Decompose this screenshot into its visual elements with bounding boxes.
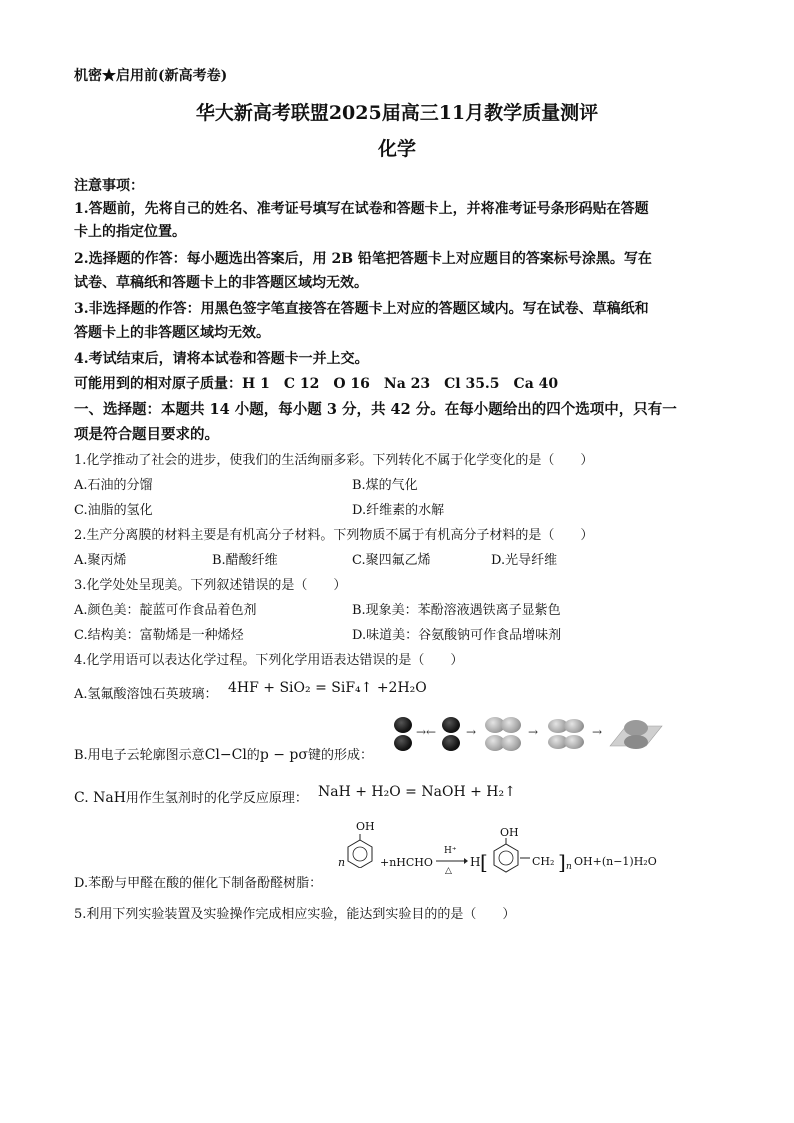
q2-stem: 2.生产分离膜的材料主要是有机高分子材料。下列物质不属于有机高分子材料的是（ ） xyxy=(74,528,594,543)
q4-option-b-label: B.用电子云轮廓图示意 xyxy=(74,748,205,763)
n-coefficient: n xyxy=(338,856,346,869)
note-4: 4.考试结束后，请将本试卷和答题卡一并上交。 xyxy=(74,351,369,367)
subject-title: 化学 xyxy=(377,138,416,160)
q2-option-c: C.聚四氟乙烯 xyxy=(352,553,431,568)
heat-symbol: △ xyxy=(445,866,452,876)
oh-right-label: OH xyxy=(500,826,519,839)
cl-cl-formula: Cl−Cl xyxy=(204,747,247,763)
orbital-overlap-figure xyxy=(388,716,664,754)
q3-option-b: B.现象美：苯酚溶液遇铁离子显紫色 xyxy=(352,603,561,618)
q4-option-c-equation: NaH + H₂O = NaOH + H₂↑ xyxy=(318,784,516,800)
q1-option-a: A.石油的分馏 xyxy=(74,478,153,493)
bracket-right-icon: ] xyxy=(558,850,566,874)
q2-option-d: D.光导纤维 xyxy=(491,553,558,568)
bracket-left-icon: [ xyxy=(480,850,488,874)
q1-option-d: D.纤维素的水解 xyxy=(352,503,445,518)
arrow-icon: → xyxy=(466,725,477,739)
note-2-line-2: 试卷、草稿纸和答题卡上的非答题区域均无效。 xyxy=(74,275,368,291)
n-subscript: n xyxy=(566,862,572,872)
note-1-line-2: 卡上的指定位置。 xyxy=(74,224,186,240)
q4-option-a-equation: 4HF + SiO₂ = SiF₄↑ +2H₂O xyxy=(228,680,427,696)
q1-option-b: B.煤的气化 xyxy=(352,478,418,493)
p-p-sigma-bond: p − pσ xyxy=(259,747,308,763)
q3-option-d: D.味道美：谷氨酸钠可作食品增味剂 xyxy=(352,628,562,643)
q4-option-c-nah: C. NaH xyxy=(74,790,126,806)
note-3-line-1: 3.非选择题的作答：用黑色签字笔直接答在答题卡上对应的答题区域内。写在试卷、草稿纸和 xyxy=(74,301,649,317)
phenol-formaldehyde-equation xyxy=(332,818,666,886)
confidential-label: 机密★启用前(新高考卷) xyxy=(74,68,228,84)
benzene-ring-icon xyxy=(490,838,522,874)
section-heading-line-2: 项是符合题目要求的。 xyxy=(74,426,219,443)
q4-option-c-text xyxy=(74,787,308,806)
q4-option-b-tail: 键的形成： xyxy=(307,748,373,763)
section-heading-line-1: 一、选择题：本题共 14 小题，每小题 3 分，共 42 分。在每小题给出的四个选项中，只有一 xyxy=(74,401,677,418)
sigma-bond-plane-icon xyxy=(606,716,664,754)
note-2-line-1: 2.选择题的作答：每小题选出答案后，用 2B 铅笔把答题卡上对应题目的答案标号涂黑。写在 xyxy=(74,251,652,267)
q3-option-c: C.结构美：富勒烯是一种烯烃 xyxy=(74,628,244,643)
q4-option-a-text: A.氢氟酸溶蚀石英玻璃： xyxy=(74,687,218,702)
q4-option-b-de: 的 xyxy=(246,748,260,763)
exam-title: 华大新高考联盟2025届高三11月教学质量测评 xyxy=(195,102,599,124)
q1-stem: 1.化学推动了社会的进步，使我们的生活绚丽多彩。下列转化不属于化学变化的是（ ） xyxy=(74,453,594,468)
reaction-arrow-icon xyxy=(436,856,468,866)
atomic-masses: 可能用到的相对原子质量：H 1 C 12 O 16 Na 23 Cl 35.5 Ca 40 xyxy=(74,376,559,392)
h-end-group: H xyxy=(470,855,481,869)
q4-stem: 4.化学用语可以表达化学过程。下列化学用语表达错误的是（ ） xyxy=(74,653,464,668)
arrow-icon: →← xyxy=(416,725,437,739)
q4-option-c-label: 用作生氢剂时的化学反应原理： xyxy=(125,791,308,806)
ch2-group: CH₂ xyxy=(532,855,555,868)
catalyst-label: H⁺ xyxy=(444,846,457,856)
benzene-ring-icon xyxy=(346,834,374,868)
q4-option-d-text: D.苯酚与甲醛在酸的催化下制备酚醛树脂： xyxy=(74,876,323,891)
oh-left-label: OH xyxy=(356,820,375,833)
notes-heading: 注意事项： xyxy=(74,178,144,194)
note-1-line-1: 1.答题前，先将自己的姓名、准考证号填写在试卷和答题卡上，并将准考证号条形码贴在答题 xyxy=(74,201,649,217)
plus-hcho: +nHCHO xyxy=(380,856,433,869)
q1-option-c: C.油脂的氢化 xyxy=(74,503,153,518)
arrow-icon: → xyxy=(528,725,539,739)
q2-option-b: B.醋酸纤维 xyxy=(212,553,278,568)
q5-stem: 5.利用下列实验装置及实验操作完成相应实验，能达到实验目的的是（ ） xyxy=(74,907,516,922)
bond-line-icon xyxy=(520,852,530,862)
q2-option-a: A.聚丙烯 xyxy=(74,553,127,568)
arrow-icon: → xyxy=(592,725,603,739)
q4-option-b-text xyxy=(74,744,373,763)
products-tail: OH+(n−1)H₂O xyxy=(574,855,657,868)
q3-stem: 3.化学处处呈现美。下列叙述错误的是（ ） xyxy=(74,578,347,593)
note-3-line-2: 答题卡上的非答题区域均无效。 xyxy=(74,325,270,341)
q3-option-a: A.颜色美：靛蓝可作食品着色剂 xyxy=(74,603,257,618)
